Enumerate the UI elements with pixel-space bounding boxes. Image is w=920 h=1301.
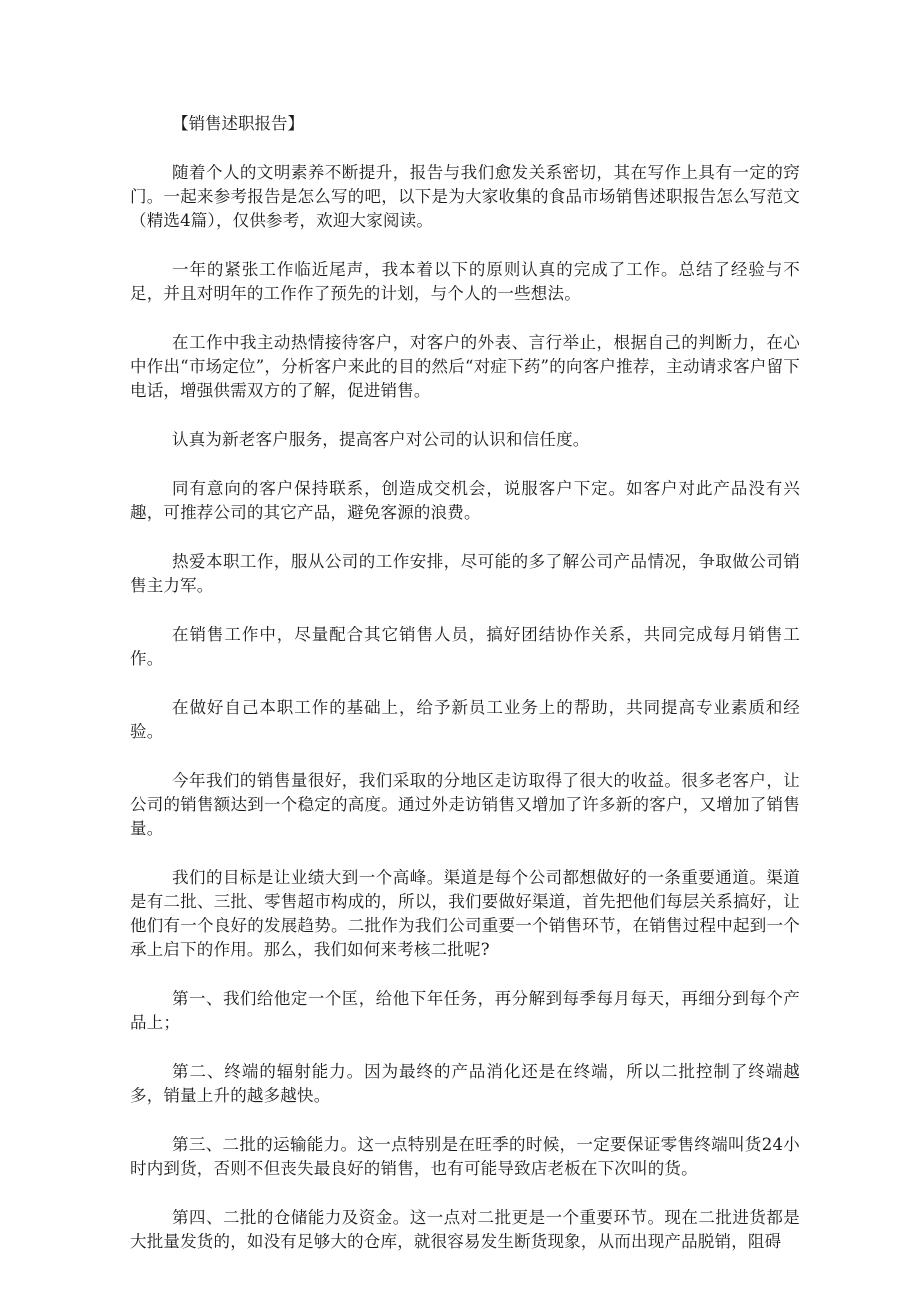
paragraph-customer-reception: 在工作中我主动热情接待客户，对客户的外表、言行举止，根据自己的判断力，在心中作出“市场定位”，分析客户来此的目的然后“对症下药”的向客户推荐，主动请求客户留下电话，增强供需双方的了解，促进销售。 — [130, 333, 800, 400]
paragraph-dedication: 热爱本职工作，服从公司的工作安排，尽可能的多了解公司产品情况，争取做公司销售主力军。 — [130, 552, 800, 595]
paragraph-follow-up: 同有意向的客户保持联系，创造成交机会，说服客户下定。如客户对此产品没有兴趣，可推荐公司的其它产品，避免客源的浪费。 — [130, 479, 800, 522]
paragraph-point-second: 第二、终端的辐射能力。因为最终的产品消化还是在终端，所以二批控制了终端越多，销量上升的越多越快。 — [130, 1062, 800, 1105]
paragraph-mentoring: 在做好自己本职工作的基础上，给予新员工业务上的帮助，共同提高专业素质和经验。 — [130, 698, 800, 741]
paragraph-sales-results: 今年我们的销售量很好，我们采取的分地区走访取得了很大的收益。很多老客户，让公司的销售额达到一个稳定的高度。通过外走访销售又增加了许多新的客户，又增加了销售量。 — [130, 771, 800, 838]
document-title: 【销售述职报告】 — [172, 114, 304, 133]
paragraph-point-third: 第三、二批的运输能力。这一点特别是在旺季的时候，一定要保证零售终端叫货24小时内到货，否则不但丧失最良好的销售，也有可能导致店老板在下次叫的货。 — [130, 1135, 800, 1178]
document-body — [130, 112, 800, 1279]
paragraph-year-summary: 一年的紧张工作临近尾声，我本着以下的原则认真的完成了工作。总结了经验与不足，并且对明年的工作作了预先的计划，与个人的一些想法。 — [130, 260, 800, 303]
paragraph-customer-service: 认真为新老客户服务，提高客户对公司的认识和信任度。 — [172, 430, 590, 449]
paragraph-teamwork: 在销售工作中，尽量配合其它销售人员，搞好团结协作关系，共同完成每月销售工作。 — [130, 625, 800, 668]
paragraph-point-first: 第一、我们给他定一个匡，给他下年任务，再分解到每季每月每天，再细分到每个产品上； — [130, 989, 800, 1032]
paragraph-channel-goals: 我们的目标是让业绩大到一个高峰。渠道是每个公司都想做好的一条重要通道。渠道是有二批、三批、零售超市构成的，所以，我们要做好渠道，首先把他们每层关系搞好，让他们有一个良好的发展趋势。二批作为我们公司重要一个销售环节，在销售过程中起到一个承上启下的作用。那么，我们如何来考核二批呢? — [130, 868, 800, 959]
paragraph-intro: 随着个人的文明素养不断提升，报告与我们愈发关系密切，其在写作上具有一定的窍门。一起来参考报告是怎么写的吧，以下是为大家收集的食品市场销售述职报告怎么写范文（精选4篇），仅供参考，欢迎大家阅读。 — [130, 163, 800, 230]
paragraph-point-fourth: 第四、二批的仓储能力及资金。这一点对二批更是一个重要环节。现在二批进货都是大批量发货的，如没有足够大的仓库，就很容易发生断货现象，从而出现产品脱销，阻碍 — [130, 1208, 800, 1251]
